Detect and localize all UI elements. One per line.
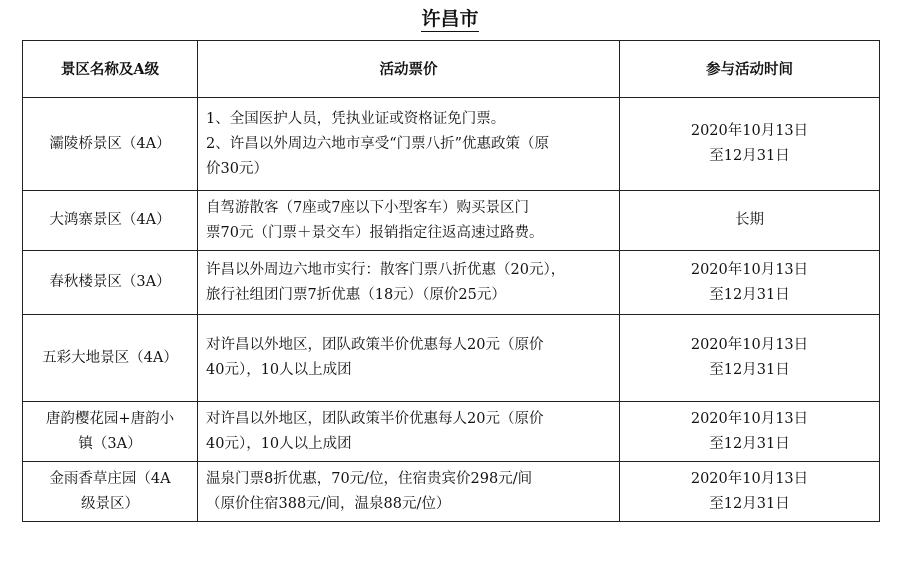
cell-text-line: 灞陵桥景区（4A） <box>49 135 171 152</box>
cell-text-line: 至12月31日 <box>709 495 790 512</box>
table-row <box>23 315 880 402</box>
table-row <box>23 251 880 315</box>
activity-time-cell <box>620 315 880 402</box>
ticket-price-cell <box>198 98 620 191</box>
activity-time-cell <box>620 98 880 191</box>
cell-text-line: 价30元） <box>206 160 268 177</box>
cell-text-line: 长期 <box>735 212 764 228</box>
cell-text-line: 2020年10月13日 <box>690 337 809 353</box>
cell-text-line: 2020年10月13日 <box>690 261 809 278</box>
activity-time-cell <box>620 462 880 522</box>
cell-text-line: 大鸿寨景区（4A） <box>49 212 171 228</box>
cell-text-line: 2、许昌以外周边六地市享受“门票八折”优惠政策（原 <box>206 135 550 152</box>
cell-text-line: 票70元（门票＋景交车）报销指定往返高速过路费。 <box>206 224 544 241</box>
ticket-price-cell <box>198 191 620 251</box>
cell-text-line: 金雨香草庄园（4A <box>49 470 171 487</box>
cell-text-line: 许昌以外周边六地市实行：散客门票八折优惠（20元）， <box>206 261 566 278</box>
cell-text-line: 春秋楼景区（3A） <box>49 274 171 290</box>
activity-time-cell <box>620 251 880 315</box>
header-activity-time: 参与活动时间 <box>620 41 880 98</box>
cell-text-line: 至12月31日 <box>709 435 790 452</box>
scenic-name-cell <box>23 251 198 315</box>
cell-text-line: 级景区） <box>81 495 139 512</box>
table-row <box>23 98 880 191</box>
header-scenic-name: 景区名称及A级 <box>23 41 198 98</box>
table-row <box>23 462 880 522</box>
scenic-name-cell <box>23 462 198 522</box>
cell-text-line: 旅行社组团门票7折优惠（18元）（原价25元） <box>206 286 506 303</box>
activity-time-cell <box>620 191 880 251</box>
cell-text-line: 自驾游散客（7座或7座以下小型客车）购买景区门 <box>206 199 529 216</box>
cell-text-line: 温泉门票8折优惠，70元/位，住宿贵宾价298元/间 <box>206 470 533 487</box>
cell-text-line: 五彩大地景区（4A） <box>42 349 178 366</box>
scenic-name-cell <box>23 191 198 251</box>
scenic-name-cell <box>23 315 198 402</box>
cell-text-line: 2020年10月13日 <box>690 123 809 139</box>
cell-text-line: （原价住宿388元/间，温泉88元/位） <box>206 495 451 512</box>
cell-text-line: 至12月31日 <box>709 286 790 303</box>
table-row <box>23 402 880 462</box>
page-title-text: 许昌市 <box>421 8 479 30</box>
cell-text-line: 40元），10人以上成团 <box>206 435 352 452</box>
ticket-price-cell <box>198 315 620 402</box>
cell-text-line: 1、全国医护人员，凭执业证或资格证免门票。 <box>206 110 506 127</box>
cell-text-line: 至12月31日 <box>709 148 790 164</box>
page-title <box>0 4 900 31</box>
activity-time-cell <box>620 402 880 462</box>
cell-text-line: 2020年10月13日 <box>690 410 809 427</box>
scenic-spots-table <box>22 40 880 522</box>
ticket-price-cell <box>198 251 620 315</box>
cell-text-line: 镇（3A） <box>78 435 142 452</box>
cell-text-line: 至12月31日 <box>709 362 790 378</box>
header-ticket-price: 活动票价 <box>198 41 620 98</box>
cell-text-line: 2020年10月13日 <box>690 470 809 487</box>
cell-text-line: 对许昌以外地区，团队政策半价优惠每人20元（原价 <box>206 410 544 427</box>
cell-text-line: 对许昌以外地区，团队政策半价优惠每人20元（原价 <box>206 337 544 353</box>
table-row <box>23 191 880 251</box>
ticket-price-cell <box>198 402 620 462</box>
ticket-price-cell <box>198 462 620 522</box>
cell-text-line: 唐韵樱花园+唐韵小 <box>45 410 175 427</box>
scenic-name-cell <box>23 402 198 462</box>
scenic-name-cell <box>23 98 198 191</box>
cell-text-line: 40元），10人以上成团 <box>206 362 352 378</box>
table-header-row <box>23 41 880 98</box>
